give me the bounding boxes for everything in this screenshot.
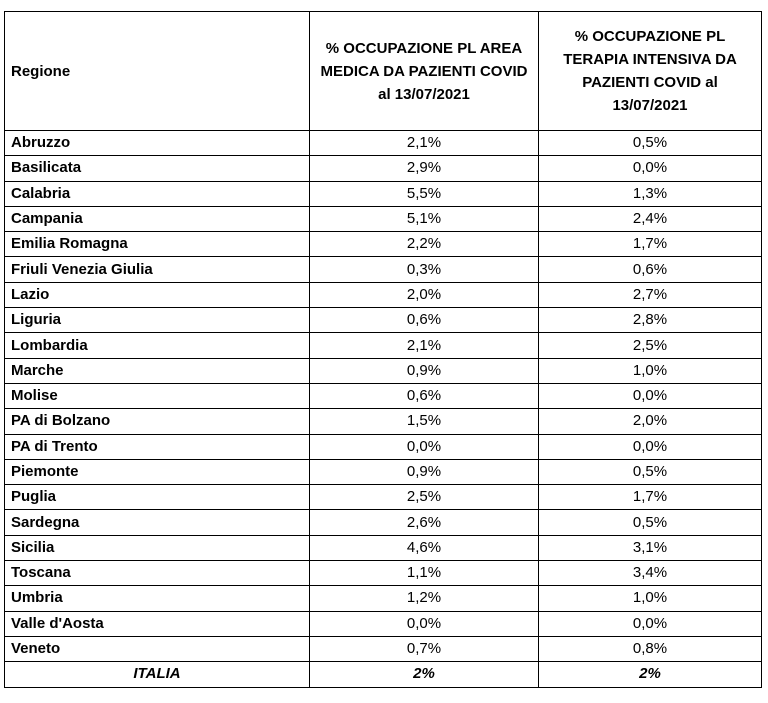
medical-area-cell: 0,6%	[310, 383, 539, 408]
region-cell: Molise	[5, 383, 310, 408]
medical-area-cell: 2,1%	[310, 131, 539, 156]
table-row	[5, 409, 762, 434]
region-cell: Emilia Romagna	[5, 232, 310, 257]
total-intensive-care: 2%	[539, 662, 762, 687]
medical-area-cell: 0,0%	[310, 611, 539, 636]
intensive-care-cell: 3,1%	[539, 535, 762, 560]
region-cell: Valle d'Aosta	[5, 611, 310, 636]
medical-area-cell: 5,1%	[310, 206, 539, 231]
medical-area-cell: 2,2%	[310, 232, 539, 257]
medical-area-cell: 2,6%	[310, 510, 539, 535]
header-intensive-care: % OCCUPAZIONE PL TERAPIA INTENSIVA DA PAZIENTI COVID al 13/07/2021	[539, 12, 762, 131]
region-cell: PA di Bolzano	[5, 409, 310, 434]
table-row	[5, 535, 762, 560]
table-row	[5, 611, 762, 636]
intensive-care-cell: 0,5%	[539, 510, 762, 535]
medical-area-cell: 0,9%	[310, 459, 539, 484]
table-row	[5, 131, 762, 156]
table-row	[5, 358, 762, 383]
medical-area-cell: 1,5%	[310, 409, 539, 434]
region-cell: Abruzzo	[5, 131, 310, 156]
medical-area-cell: 5,5%	[310, 181, 539, 206]
region-cell: Friuli Venezia Giulia	[5, 257, 310, 282]
medical-area-cell: 1,2%	[310, 586, 539, 611]
region-cell: Toscana	[5, 561, 310, 586]
region-cell: Puglia	[5, 485, 310, 510]
intensive-care-cell: 2,4%	[539, 206, 762, 231]
medical-area-cell: 0,0%	[310, 434, 539, 459]
medical-area-cell: 2,9%	[310, 156, 539, 181]
region-cell: Lombardia	[5, 333, 310, 358]
occupancy-table	[4, 11, 762, 688]
intensive-care-cell: 0,5%	[539, 459, 762, 484]
region-cell: Campania	[5, 206, 310, 231]
table-row	[5, 459, 762, 484]
intensive-care-cell: 0,5%	[539, 131, 762, 156]
table-row	[5, 561, 762, 586]
intensive-care-cell: 2,8%	[539, 308, 762, 333]
region-cell: Marche	[5, 358, 310, 383]
intensive-care-cell: 0,0%	[539, 156, 762, 181]
table-row	[5, 485, 762, 510]
total-label: ITALIA	[5, 662, 310, 687]
medical-area-cell: 0,6%	[310, 308, 539, 333]
table-row	[5, 383, 762, 408]
medical-area-cell: 2,5%	[310, 485, 539, 510]
intensive-care-cell: 2,0%	[539, 409, 762, 434]
table-row	[5, 586, 762, 611]
intensive-care-cell: 0,0%	[539, 434, 762, 459]
medical-area-cell: 1,1%	[310, 561, 539, 586]
intensive-care-cell: 1,7%	[539, 232, 762, 257]
header-row	[5, 12, 762, 131]
header-medical-area: % OCCUPAZIONE PL AREA MEDICA DA PAZIENTI COVID al 13/07/2021	[310, 12, 539, 131]
intensive-care-cell: 0,0%	[539, 611, 762, 636]
table-row	[5, 257, 762, 282]
region-cell: Lazio	[5, 282, 310, 307]
table-row	[5, 333, 762, 358]
medical-area-cell: 0,7%	[310, 636, 539, 661]
region-cell: Umbria	[5, 586, 310, 611]
region-cell: Liguria	[5, 308, 310, 333]
table-row	[5, 434, 762, 459]
intensive-care-cell: 2,5%	[539, 333, 762, 358]
medical-area-cell: 4,6%	[310, 535, 539, 560]
region-cell: Sardegna	[5, 510, 310, 535]
region-cell: Basilicata	[5, 156, 310, 181]
medical-area-cell: 0,3%	[310, 257, 539, 282]
table-row	[5, 308, 762, 333]
table-row	[5, 181, 762, 206]
header-region: Regione	[5, 12, 310, 131]
table-row	[5, 282, 762, 307]
intensive-care-cell: 1,7%	[539, 485, 762, 510]
intensive-care-cell: 0,0%	[539, 383, 762, 408]
region-cell: Piemonte	[5, 459, 310, 484]
region-cell: Calabria	[5, 181, 310, 206]
medical-area-cell: 2,1%	[310, 333, 539, 358]
intensive-care-cell: 2,7%	[539, 282, 762, 307]
medical-area-cell: 0,9%	[310, 358, 539, 383]
region-cell: Sicilia	[5, 535, 310, 560]
table-row	[5, 232, 762, 257]
table-row	[5, 510, 762, 535]
intensive-care-cell: 1,0%	[539, 586, 762, 611]
total-row	[5, 662, 762, 687]
intensive-care-cell: 1,3%	[539, 181, 762, 206]
region-cell: PA di Trento	[5, 434, 310, 459]
table-row	[5, 156, 762, 181]
table-row	[5, 206, 762, 231]
table-row	[5, 636, 762, 661]
intensive-care-cell: 1,0%	[539, 358, 762, 383]
medical-area-cell: 2,0%	[310, 282, 539, 307]
intensive-care-cell: 0,6%	[539, 257, 762, 282]
intensive-care-cell: 0,8%	[539, 636, 762, 661]
total-medical-area: 2%	[310, 662, 539, 687]
region-cell: Veneto	[5, 636, 310, 661]
intensive-care-cell: 3,4%	[539, 561, 762, 586]
